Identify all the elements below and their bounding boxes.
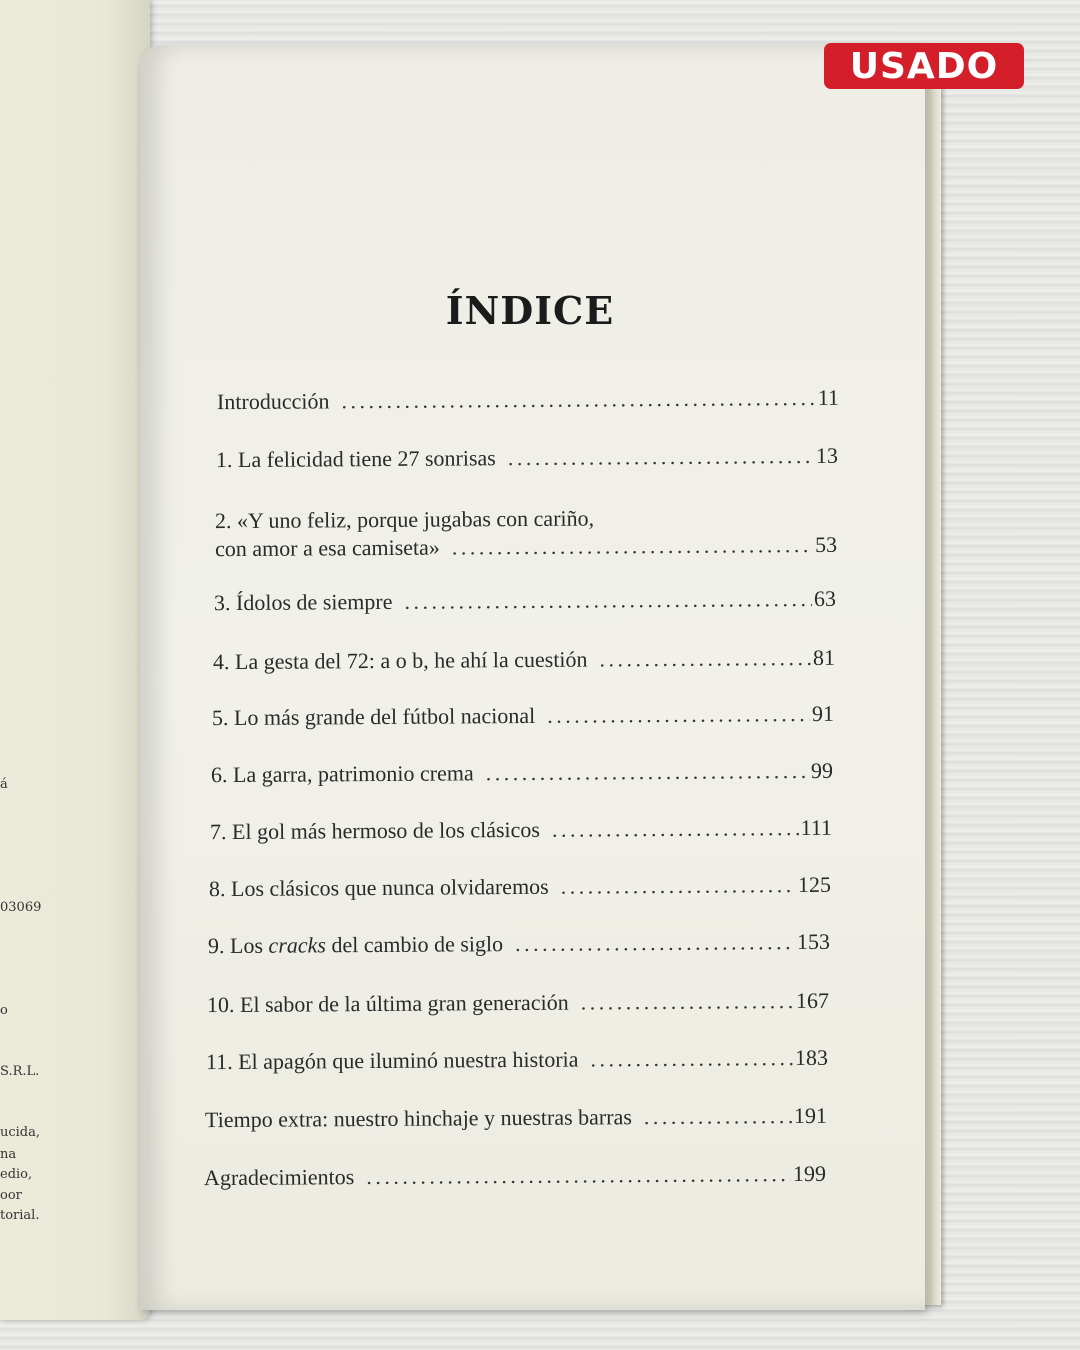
- dot-leader: [452, 532, 813, 561]
- toc-entry-page: 167: [795, 987, 830, 1014]
- toc-entry-label: 3. Ídolos de siempre: [213, 588, 393, 616]
- dot-leader: [508, 443, 814, 471]
- toc-entry-label: 1. La felicidad tiene 27 sonrisas: [215, 445, 496, 473]
- dot-leader: [599, 645, 811, 672]
- toc-entry-label: Tiempo extra: nuestro hinchaje y nuestras barras: [204, 1104, 632, 1133]
- dot-leader: [644, 1103, 792, 1130]
- dot-leader: [547, 701, 810, 729]
- dot-leader: [581, 988, 795, 1015]
- dot-leader: [341, 385, 816, 414]
- toc-entry-page: 53: [814, 531, 838, 557]
- toc-entry-page: 81: [812, 644, 836, 670]
- toc-entry: [206, 1045, 828, 1075]
- left-page-fragment: ucida,: [0, 1125, 41, 1140]
- toc-entry: [211, 758, 833, 788]
- toc-entry-label: Agradecimientos: [203, 1164, 355, 1191]
- dot-leader: [590, 1045, 793, 1072]
- toc-entry-label: 7. El gol más hermoso de los clásicos: [209, 816, 541, 845]
- toc-entry-page: 125: [797, 871, 832, 898]
- dot-leader: [366, 1161, 791, 1190]
- toc-entry-page: 91: [811, 700, 835, 726]
- toc-entry-label: 11. El apagón que iluminó nuestra historia: [205, 1046, 579, 1075]
- toc-entry-page: 111: [800, 814, 833, 841]
- left-page-fragment: o: [0, 1003, 8, 1018]
- toc-entry: [217, 385, 839, 415]
- toc-entry: [207, 988, 829, 1018]
- toc-entry-page: 99: [810, 757, 834, 783]
- left-page-fragment: S.R.L.: [0, 1064, 40, 1079]
- toc-entry-label-part: 9. Los: [207, 932, 269, 959]
- toc-entry: [204, 1161, 826, 1191]
- dot-leader: [515, 929, 795, 957]
- toc-entry-label-part: del cambio de siglo: [325, 931, 504, 958]
- used-badge: USADO: [824, 43, 1024, 89]
- toc-entry-label: con amor a esa camiseta»: [215, 534, 440, 562]
- left-page-fragment: edio,: [0, 1167, 33, 1182]
- toc-entry-label: Introducción: [216, 388, 330, 415]
- toc-entry-page: 183: [794, 1044, 829, 1071]
- left-page-fragment: á: [0, 777, 8, 792]
- toc-entry: [208, 929, 830, 959]
- toc-entry: [205, 1103, 827, 1133]
- toc-entry-label: [208, 931, 503, 959]
- left-page-fragment: oor: [0, 1188, 22, 1203]
- dot-leader: [561, 872, 796, 900]
- toc-entry: [214, 586, 836, 616]
- toc-entry: [215, 504, 837, 562]
- toc-entry: [216, 443, 838, 473]
- dot-leader: [552, 815, 799, 843]
- toc-title: ÍNDICE: [445, 288, 615, 333]
- toc-entry-label: 10. El sabor de la última gran generación: [206, 989, 569, 1018]
- toc-entry-label: 4. La gesta del 72: a o b, he ahí la cuestión: [212, 646, 588, 675]
- left-page-fragment: na: [0, 1147, 17, 1162]
- left-book-page: [0, 0, 150, 1320]
- dot-leader: [486, 758, 810, 786]
- toc-entry-page: 11: [817, 384, 840, 410]
- toc-entry-page: 199: [792, 1160, 827, 1187]
- left-page-fragment: 03069: [0, 900, 42, 915]
- toc-entry-page: 13: [815, 442, 839, 468]
- toc-entry-label: 6. La garra, patrimonio crema: [210, 760, 474, 788]
- toc-entry-label: 5. Lo más grande del fútbol nacional: [211, 702, 536, 731]
- toc-entry-label-line1: 2. «Y uno feliz, porque jugabas con cariño,: [214, 505, 595, 534]
- toc-entry: [210, 815, 832, 845]
- dot-leader: [404, 586, 812, 615]
- toc-entry: [213, 645, 835, 675]
- toc-entry: [212, 701, 834, 731]
- toc-entry-label: 8. Los clásicos que nunca olvidaremos: [208, 873, 549, 902]
- toc-entry: [209, 872, 831, 902]
- toc-entry-label-italic: cracks: [268, 932, 327, 958]
- toc-entry-page: 153: [796, 928, 831, 955]
- toc-entry-page: 63: [813, 585, 837, 611]
- toc-entry-page: 191: [793, 1102, 828, 1129]
- left-page-fragment: torial.: [0, 1208, 40, 1223]
